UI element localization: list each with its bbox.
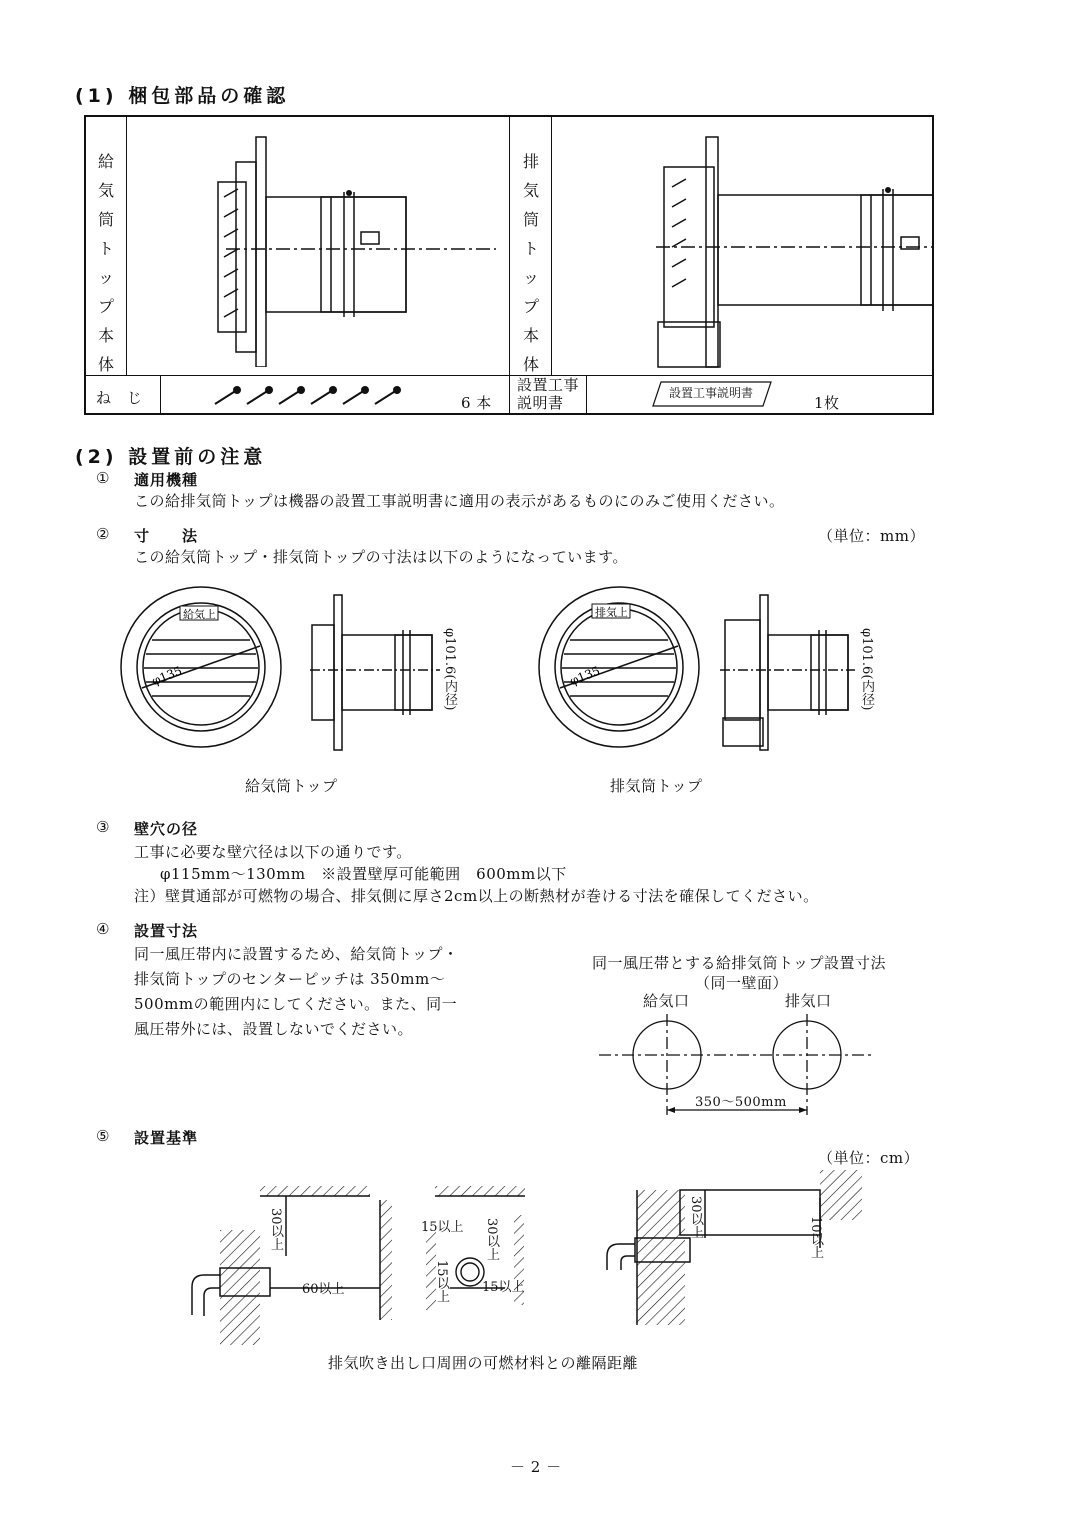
item1-number: ①: [96, 469, 110, 487]
clearance-30-top: 30以上: [484, 1218, 499, 1261]
exhaust-tag: 排気上: [595, 606, 628, 619]
item2-number: ②: [96, 525, 110, 543]
section1-heading: (1) 梱包部品の確認: [75, 85, 290, 107]
section2-heading: (2) 設置前の注意: [75, 446, 267, 468]
pitch-label: 350～500mm: [695, 1095, 787, 1110]
exhaust-front-view: [530, 578, 708, 756]
clearance-diagram-front: [420, 1180, 540, 1330]
item1-body: この給排気筒トップは機器の設置工事説明書に適用の表示があるものにのみご使用ください。: [134, 492, 785, 510]
supply-body-label: 給 気 筒 ト ッ プ 本 体: [97, 152, 114, 374]
supply-caption: 給気筒トップ: [245, 777, 338, 795]
item1-title: 適用機種: [134, 471, 199, 489]
item2-title: 寸 法: [134, 527, 199, 545]
item3-line1: 工事に必要な壁穴径は以下の通りです。: [134, 843, 412, 861]
clearance-diagram-eave: [595, 1160, 875, 1330]
item5-number: ⑤: [96, 1127, 110, 1145]
item2-unit: （単位：mm）: [818, 527, 925, 545]
pitch-diagram-title: 同一風圧帯とする給排気筒トップ設置寸法: [592, 954, 887, 972]
supply-top-drawing: [206, 127, 506, 367]
exhaust-inner-dia: φ101.6(内径): [859, 628, 874, 711]
item4-title: 設置寸法: [134, 922, 199, 940]
exhaust-caption: 排気筒トップ: [610, 777, 703, 795]
screws-illustration: [211, 382, 411, 410]
intake-label: 給気口: [643, 992, 690, 1010]
supply-inner-dia: φ101.6(内径): [442, 628, 457, 711]
item2-body: この給気筒トップ・排気筒トップの寸法は以下のようになっています。: [134, 548, 628, 566]
exhaust-side-view: [715, 590, 875, 755]
exhaust-dia: φ135: [567, 663, 602, 689]
manual-count: 1枚: [814, 394, 840, 412]
clearance-10-eave: 10以上: [808, 1216, 823, 1259]
clearance-30-above: 30以上: [268, 1208, 283, 1251]
exhaust-outlet-label: 排気口: [785, 992, 832, 1010]
supply-front-view: [112, 578, 290, 756]
supply-side-view: [300, 590, 460, 755]
screw-count: 6 本: [461, 394, 492, 412]
parts-table: [84, 115, 934, 415]
clearance-15-below: 15以上: [434, 1260, 449, 1303]
supply-tag: 給気上: [183, 608, 216, 621]
clearance-caption: 排気吹き出し口周囲の可燃材料との離隔距離: [328, 1354, 639, 1372]
screw-label: ね じ: [96, 389, 143, 407]
clearance-diagram-wall: [180, 1180, 400, 1350]
item5-unit: （単位：cm）: [818, 1149, 920, 1167]
supply-dia: φ135: [149, 663, 184, 689]
page-number: － 2 －: [510, 1458, 562, 1476]
item3-line3: 注）壁貫通部が可燃物の場合、排気側に厚さ2cm以上の断熱材が巻ける寸法を確保してください。: [134, 887, 819, 905]
clearance-15-right: 15以上: [482, 1280, 525, 1295]
clearance-30-eave: 30以上: [688, 1196, 703, 1239]
manual-booklet: 設置工事説明書: [651, 380, 773, 404]
clearance-60-front: 60以上: [302, 1282, 345, 1297]
clearance-15-side: 15以上: [421, 1220, 464, 1235]
exhaust-top-drawing: [636, 127, 936, 372]
item3-number: ③: [96, 818, 110, 836]
item4-number: ④: [96, 920, 110, 938]
item3-line2: φ115mm～130mm ※設置壁厚可能範囲 600mm以下: [160, 865, 567, 883]
item4-body: 同一風圧帯内に設置するため、給気筒トップ・ 排気筒トップのセンターピッチは 350mm～ 500mmの範囲内にしてください。また、同一 風圧帯外には、設置しないでください。: [134, 945, 459, 1038]
item5-title: 設置基準: [134, 1129, 199, 1147]
item3-title: 壁穴の径: [134, 820, 199, 838]
manual-label: 設置工事 説明書: [517, 376, 580, 412]
exhaust-body-label: 排 気 筒 ト ッ プ 本 体: [522, 152, 539, 374]
pitch-diagram-sub: （同一壁面）: [695, 974, 789, 992]
